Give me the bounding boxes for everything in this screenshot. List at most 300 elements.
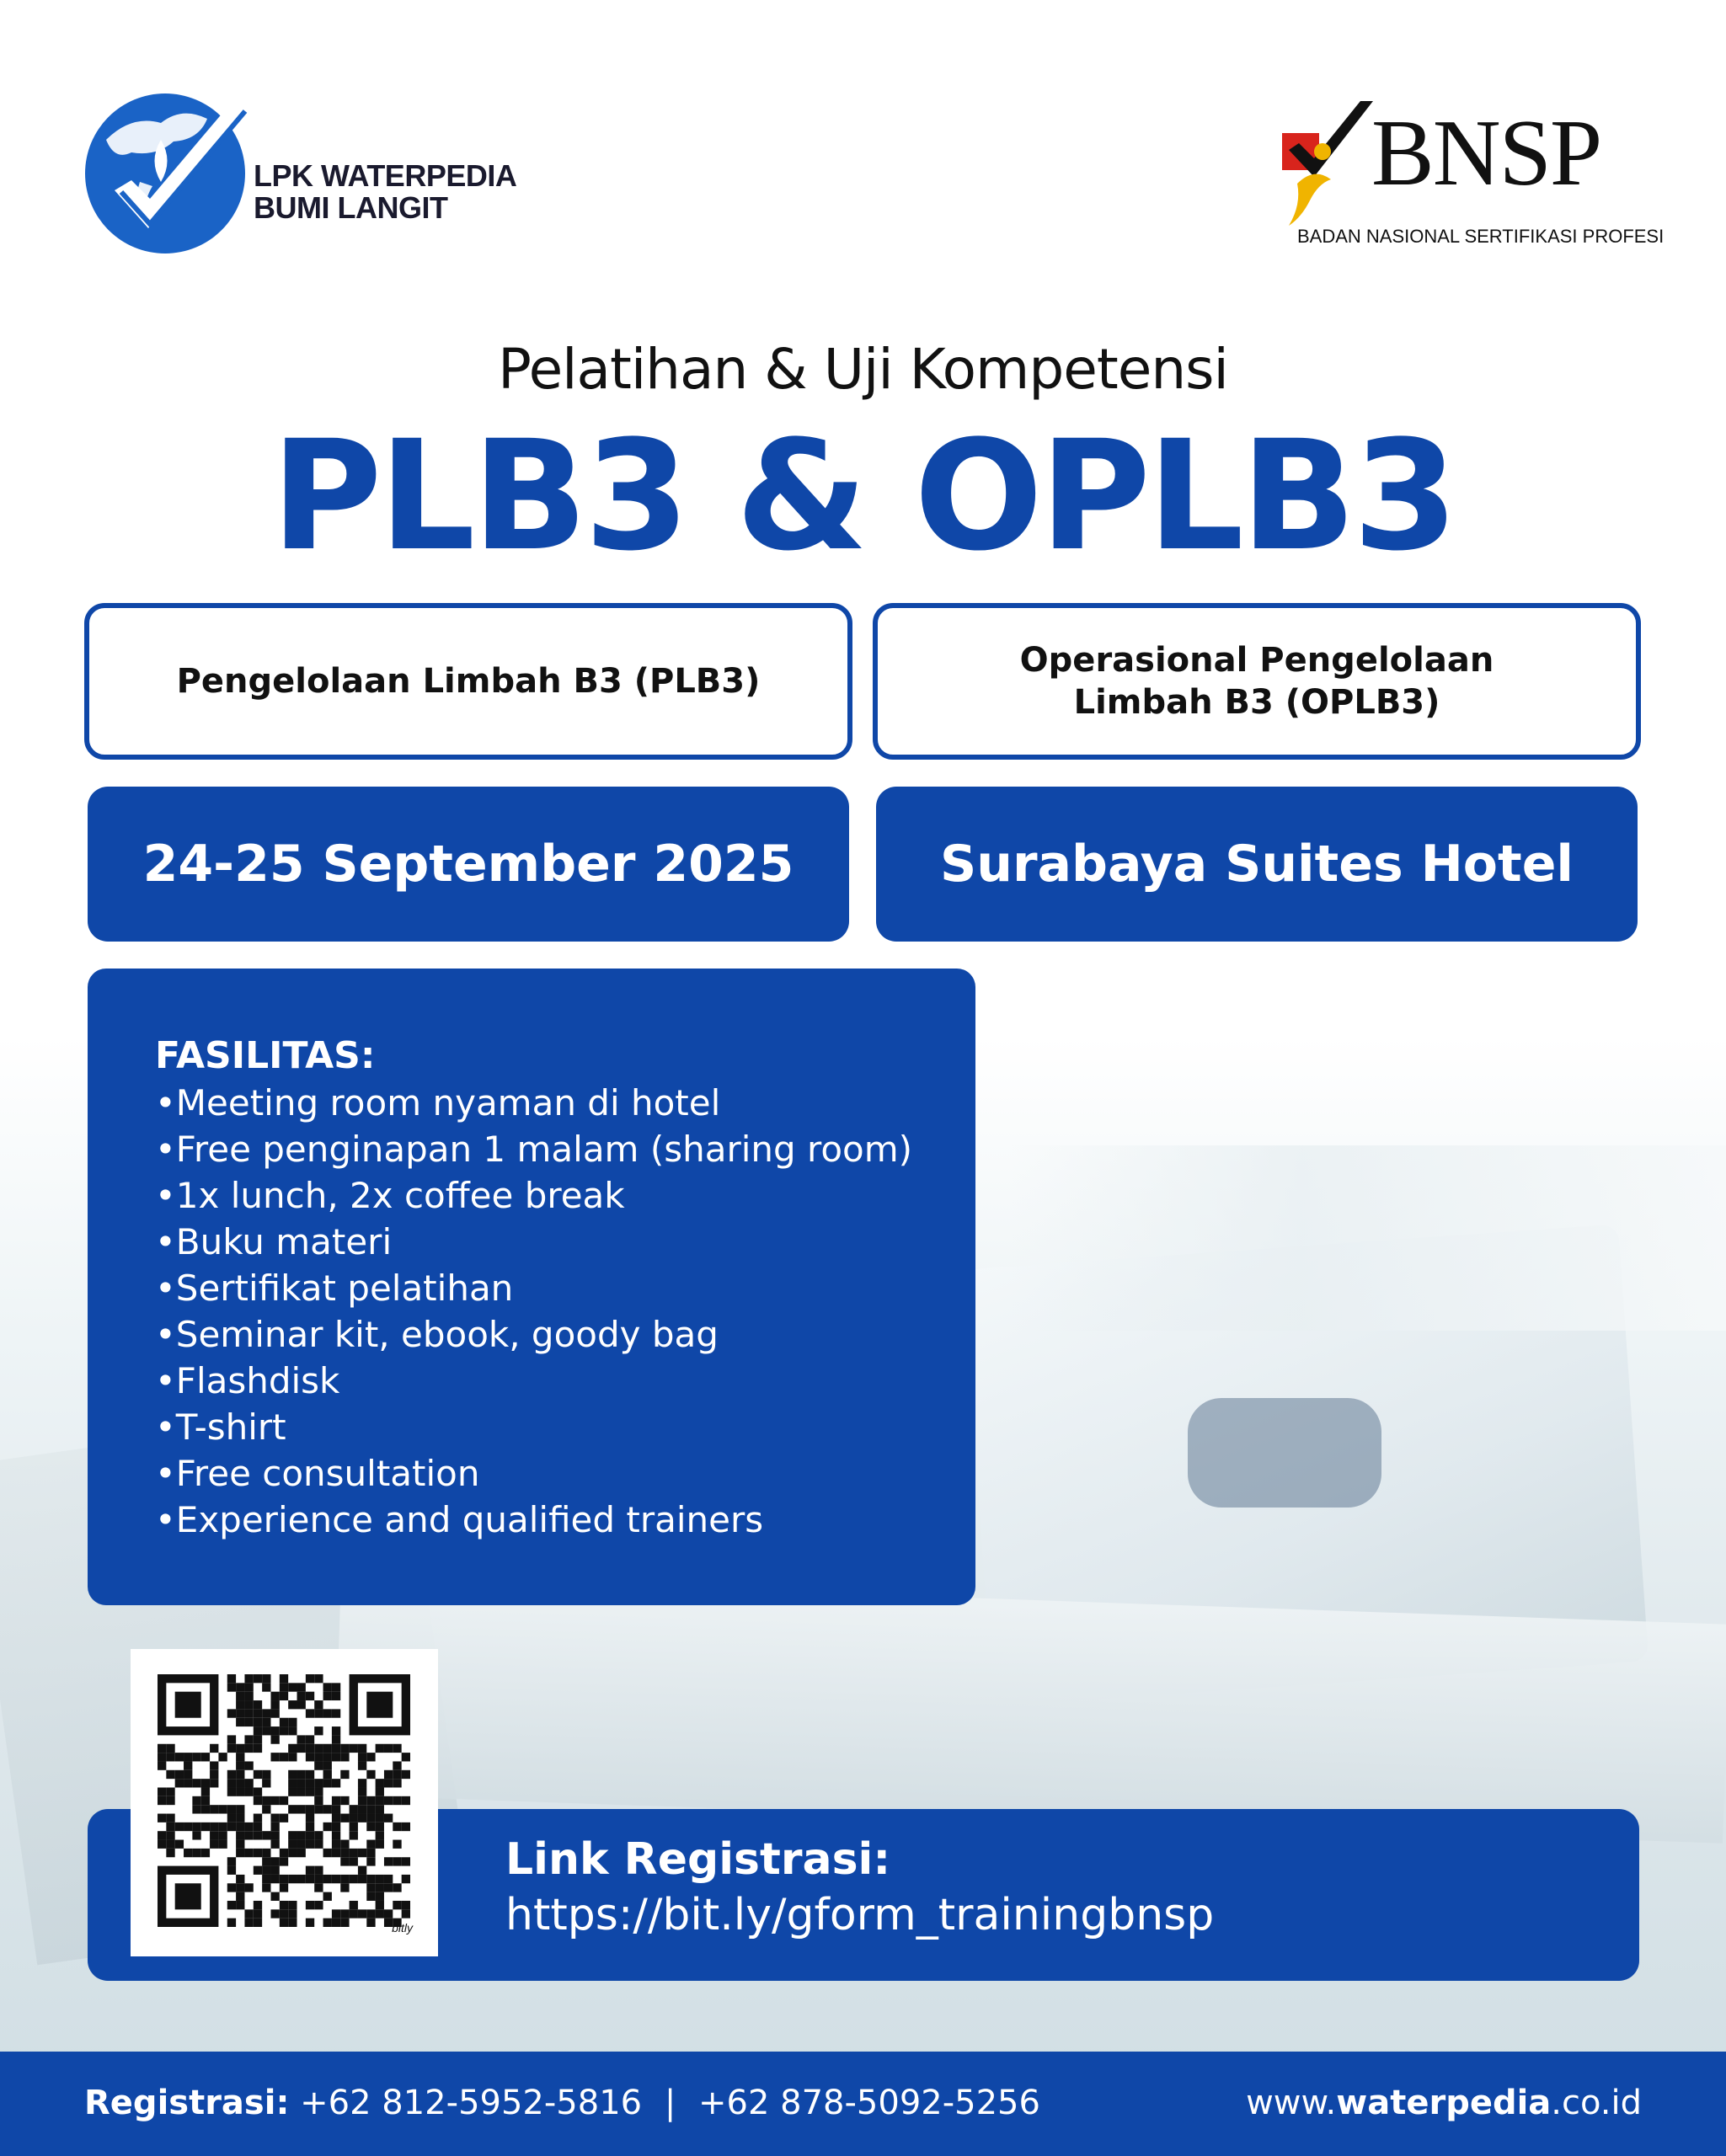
- qr-module: [270, 1822, 279, 1831]
- qr-module: [297, 1692, 306, 1700]
- qr-module: [350, 1857, 358, 1865]
- footer-website-bold: waterpedia: [1336, 2084, 1552, 2122]
- qr-module: [332, 1735, 340, 1743]
- qr-module: [280, 1857, 288, 1865]
- qr-module: [227, 1770, 236, 1779]
- qr-module: [306, 1919, 314, 1927]
- qr-caption: bitly: [392, 1921, 413, 1935]
- qr-module: [384, 1883, 393, 1892]
- qr-module: [270, 1692, 279, 1700]
- qr-module: [288, 1744, 297, 1753]
- qr-module: [314, 1875, 323, 1883]
- bnsp-mark-icon: [1280, 99, 1381, 226]
- qr-module: [306, 1753, 314, 1761]
- qr-module: [227, 1857, 236, 1865]
- qr-module: [366, 1875, 375, 1883]
- qr-module: [175, 1840, 184, 1849]
- qr-module: [254, 1726, 262, 1735]
- qr-module: [402, 1753, 410, 1761]
- qr-module: [166, 1831, 174, 1839]
- qr-module: [175, 1753, 184, 1761]
- qr-module: [192, 1831, 200, 1839]
- qr-module: [340, 1875, 349, 1883]
- qr-module: [254, 1849, 262, 1857]
- qr-module: [280, 1796, 288, 1805]
- qr-module: [244, 1683, 253, 1691]
- footer-phone-2[interactable]: +62 878-5092-5256: [698, 2084, 1040, 2122]
- bnsp-logo: [1280, 99, 1665, 251]
- qr-module: [306, 1787, 314, 1796]
- qr-module: [366, 1892, 375, 1901]
- qr-module: [340, 1814, 349, 1822]
- qr-module: [332, 1875, 340, 1883]
- qr-module: [340, 1849, 349, 1857]
- qr-module: [358, 1744, 366, 1753]
- qr-module: [340, 1796, 349, 1805]
- qr-module: [288, 1875, 297, 1883]
- qr-module: [166, 1753, 174, 1761]
- registration-label: Link Registrasi:: [505, 1834, 891, 1885]
- qr-module: [332, 1849, 340, 1857]
- qr-module: [262, 1805, 270, 1813]
- qr-module: [288, 1779, 297, 1787]
- qr-module: [366, 1909, 375, 1918]
- qr-module: [288, 1718, 297, 1726]
- qr-module: [350, 1909, 358, 1918]
- qr-module: [166, 1822, 174, 1831]
- qr-module: [280, 1726, 288, 1735]
- qr-module: [262, 1875, 270, 1883]
- qr-module: [332, 1909, 340, 1918]
- facility-item: • Free consultation: [155, 1450, 975, 1497]
- qr-module: [323, 1770, 332, 1779]
- qr-module: [280, 1875, 288, 1883]
- qr-module: [350, 1805, 358, 1813]
- qr-module: [236, 1744, 244, 1753]
- qr-module: [306, 1822, 314, 1831]
- qr-module: [402, 1901, 410, 1909]
- qr-module: [358, 1909, 366, 1918]
- qr-module: [297, 1849, 306, 1857]
- qr-module: [393, 1770, 401, 1779]
- qr-module: [306, 1875, 314, 1883]
- qr-module: [236, 1901, 244, 1909]
- qr-module: [254, 1796, 262, 1805]
- qr-module: [340, 1909, 349, 1918]
- qr-module: [288, 1901, 297, 1909]
- qr-module: [270, 1814, 279, 1822]
- qr-module: [244, 1700, 253, 1709]
- qr-module: [280, 1683, 288, 1691]
- qr-module: [262, 1779, 270, 1787]
- qr-module: [244, 1744, 253, 1753]
- qr-module: [306, 1831, 314, 1839]
- qr-module: [297, 1744, 306, 1753]
- qr-module: [236, 1787, 244, 1796]
- qr-module: [227, 1683, 236, 1691]
- qr-module: [288, 1840, 297, 1849]
- qr-module: [254, 1770, 262, 1779]
- qr-module: [358, 1849, 366, 1857]
- qr-module: [288, 1683, 297, 1691]
- qr-module: [262, 1683, 270, 1691]
- qr-module: [323, 1892, 332, 1901]
- qr-module: [270, 1892, 279, 1901]
- qr-module: [376, 1840, 384, 1849]
- qr-module: [306, 1692, 314, 1700]
- qr-module: [323, 1692, 332, 1700]
- qr-module: [227, 1735, 236, 1743]
- qr-module: [314, 1866, 323, 1875]
- qr-module: [323, 1683, 332, 1691]
- qr-module: [210, 1822, 218, 1831]
- qr-module: [280, 1674, 288, 1683]
- qr-module: [270, 1857, 279, 1865]
- qr-module: [218, 1831, 227, 1839]
- qr-module: [297, 1787, 306, 1796]
- qr-module: [192, 1849, 200, 1857]
- qr-module: [254, 1822, 262, 1831]
- qr-module: [332, 1822, 340, 1831]
- footer-website-prefix: www.: [1246, 2084, 1337, 2122]
- qr-module: [227, 1805, 236, 1813]
- qr-module: [236, 1814, 244, 1822]
- qr-module: [358, 1805, 366, 1813]
- qr-code-icon: [158, 1674, 410, 1927]
- qr-module: [280, 1909, 288, 1918]
- qr-module: [254, 1901, 262, 1909]
- qr-module: [210, 1805, 218, 1813]
- qr-module: [262, 1709, 270, 1717]
- qr-module: [402, 1909, 410, 1918]
- qr-module: [314, 1883, 323, 1892]
- qr-module: [376, 1796, 384, 1805]
- qr-module: [254, 1735, 262, 1743]
- facility-item: • T-shirt: [155, 1404, 975, 1450]
- qr-module: [270, 1840, 279, 1849]
- qr-module: [218, 1805, 227, 1813]
- qr-module: [158, 1761, 166, 1769]
- qr-module: [323, 1805, 332, 1813]
- qr-module: [358, 1787, 366, 1796]
- qr-module: [236, 1683, 244, 1691]
- qr-module: [332, 1683, 340, 1691]
- qr-module: [332, 1840, 340, 1849]
- qr-module: [184, 1779, 192, 1787]
- qr-module: [376, 1831, 384, 1839]
- qr-module: [270, 1909, 279, 1918]
- qr-module: [366, 1753, 375, 1761]
- facility-item: • Seminar kit, ebook, goody bag: [155, 1311, 975, 1358]
- qr-module: [314, 1901, 323, 1909]
- qr-module: [393, 1744, 401, 1753]
- qr-module: [218, 1822, 227, 1831]
- qr-module: [350, 1822, 358, 1831]
- qr-module: [376, 1787, 384, 1796]
- qr-module: [166, 1770, 174, 1779]
- qr-module: [270, 1700, 279, 1709]
- qr-module: [314, 1779, 323, 1787]
- qr-module: [384, 1770, 393, 1779]
- qr-module: [288, 1919, 297, 1927]
- qr-module: [393, 1779, 401, 1787]
- qr-module: [184, 1770, 192, 1779]
- qr-module: [262, 1831, 270, 1839]
- qr-module: [366, 1919, 375, 1927]
- qr-module: [366, 1805, 375, 1813]
- qr-module: [393, 1822, 401, 1831]
- qr-module: [244, 1849, 253, 1857]
- qr-module: [340, 1857, 349, 1865]
- qr-module: [270, 1735, 279, 1743]
- qr-module: [332, 1726, 340, 1735]
- qr-module: [254, 1744, 262, 1753]
- qr-module: [350, 1814, 358, 1822]
- qr-module: [358, 1753, 366, 1761]
- qr-module: [158, 1840, 166, 1849]
- qr-module: [280, 1692, 288, 1700]
- qr-module: [288, 1909, 297, 1918]
- qr-module: [244, 1718, 253, 1726]
- qr-module: [323, 1822, 332, 1831]
- qr-module: [210, 1761, 218, 1769]
- qr-module: [192, 1779, 200, 1787]
- qr-module: [280, 1901, 288, 1909]
- qr-module: [402, 1796, 410, 1805]
- qr-module: [210, 1831, 218, 1839]
- qr-module: [358, 1779, 366, 1787]
- footer-contact: [84, 2084, 1040, 2122]
- qr-module: [393, 1761, 401, 1769]
- event-date: 24-25 September 2025: [88, 787, 849, 942]
- qr-module: [314, 1805, 323, 1813]
- qr-module: [184, 1849, 192, 1857]
- qr-module: [402, 1770, 410, 1779]
- qr-module: [288, 1700, 297, 1709]
- qr-module: [227, 1866, 236, 1875]
- footer-website-suffix: .co.id: [1551, 2084, 1642, 2122]
- qr-module: [201, 1779, 210, 1787]
- qr-module: [244, 1761, 253, 1769]
- qr-module: [297, 1779, 306, 1787]
- qr-module: [201, 1822, 210, 1831]
- qr-module: [288, 1831, 297, 1839]
- qr-module: [332, 1796, 340, 1805]
- lpk-logo-line2: BUMI LANGIT: [254, 190, 448, 225]
- qr-module: [332, 1919, 340, 1927]
- qr-module: [262, 1883, 270, 1892]
- qr-module: [270, 1831, 279, 1839]
- qr-module: [166, 1787, 174, 1796]
- qr-module: [236, 1849, 244, 1857]
- qr-module: [306, 1709, 314, 1717]
- qr-module: [236, 1692, 244, 1700]
- qr-module: [314, 1787, 323, 1796]
- qr-module: [262, 1718, 270, 1726]
- qr-module: [366, 1883, 375, 1892]
- qr-module: [340, 1770, 349, 1779]
- footer-website[interactable]: [1246, 2084, 1642, 2122]
- qr-module: [297, 1735, 306, 1743]
- qr-module: [366, 1770, 375, 1779]
- qr-module: [384, 1744, 393, 1753]
- qr-module: [201, 1753, 210, 1761]
- qr-module: [306, 1866, 314, 1875]
- qr-module: [254, 1674, 262, 1683]
- qr-module: [314, 1700, 323, 1709]
- facilities-list: [155, 1080, 975, 1543]
- qr-module: [236, 1805, 244, 1813]
- qr-module: [366, 1692, 393, 1718]
- qr-module: [288, 1753, 297, 1761]
- qr-module: [384, 1857, 393, 1865]
- qr-module: [376, 1883, 384, 1892]
- qr-module: [218, 1840, 227, 1849]
- qr-module: [210, 1770, 218, 1779]
- qr-module: [306, 1901, 314, 1909]
- qr-module: [306, 1840, 314, 1849]
- footer-separator: |: [664, 2084, 676, 2122]
- qr-module: [332, 1779, 340, 1787]
- qr-module: [340, 1883, 349, 1892]
- program-oplb3-card: [873, 603, 1641, 760]
- qr-module: [254, 1787, 262, 1796]
- qr-module: [332, 1692, 340, 1700]
- qr-module: [201, 1805, 210, 1813]
- qr-module: [244, 1919, 253, 1927]
- lpk-logo-line1: LPK WATERPEDIA: [254, 158, 517, 193]
- qr-module: [158, 1814, 166, 1822]
- facility-item: • Flashdisk: [155, 1358, 975, 1404]
- qr-module: [158, 1787, 166, 1796]
- qr-module: [254, 1709, 262, 1717]
- qr-module: [393, 1857, 401, 1865]
- qr-module: [262, 1674, 270, 1683]
- registration-link[interactable]: https://bit.ly/gform_trainingbnsp: [505, 1890, 1215, 1940]
- facility-item: • Experience and qualified trainers: [155, 1497, 975, 1543]
- qr-module: [358, 1866, 366, 1875]
- qr-module: [384, 1796, 393, 1805]
- qr-module: [236, 1709, 244, 1717]
- qr-module: [366, 1814, 375, 1822]
- qr-module: [332, 1753, 340, 1761]
- qr-module: [376, 1779, 384, 1787]
- qr-module: [384, 1779, 393, 1787]
- bnsp-wordmark: BNSP: [1371, 101, 1601, 205]
- background-shape: [1188, 1398, 1381, 1508]
- qr-module: [297, 1683, 306, 1691]
- qr-module: [402, 1857, 410, 1865]
- qr-module: [306, 1674, 314, 1683]
- qr-module: [166, 1796, 174, 1805]
- qr-module: [201, 1796, 210, 1805]
- qr-module: [244, 1831, 253, 1839]
- qr-module: [376, 1744, 384, 1753]
- qr-module: [366, 1796, 375, 1805]
- qr-module: [376, 1909, 384, 1918]
- qr-module: [384, 1875, 393, 1883]
- footer-phone-1[interactable]: +62 812-5952-5816: [300, 2084, 643, 2122]
- qr-module: [244, 1735, 253, 1743]
- qr-module: [244, 1692, 253, 1700]
- qr-module: [306, 1735, 314, 1743]
- qr-module: [323, 1709, 332, 1717]
- qr-module: [376, 1814, 384, 1822]
- qr-module: [210, 1840, 218, 1849]
- qr-module: [244, 1674, 253, 1683]
- qr-module: [175, 1822, 184, 1831]
- facility-item: • Buku materi: [155, 1219, 975, 1265]
- qr-module: [262, 1857, 270, 1865]
- qr-module: [254, 1919, 262, 1927]
- qr-module: [306, 1770, 314, 1779]
- qr-module: [340, 1919, 349, 1927]
- qr-module: [227, 1787, 236, 1796]
- qr-module: [402, 1822, 410, 1831]
- qr-module: [254, 1718, 262, 1726]
- qr-module: [376, 1822, 384, 1831]
- qr-module: [393, 1796, 401, 1805]
- qr-module: [366, 1840, 375, 1849]
- qr-module: [297, 1700, 306, 1709]
- qr-module: [297, 1770, 306, 1779]
- qr-module: [175, 1770, 184, 1779]
- qr-module: [323, 1753, 332, 1761]
- qr-module: [314, 1753, 323, 1761]
- qr-module: [323, 1779, 332, 1787]
- qr-module: [192, 1796, 200, 1805]
- qr-module: [227, 1883, 236, 1892]
- qr-module: [262, 1770, 270, 1779]
- qr-module: [376, 1875, 384, 1883]
- qr-module: [166, 1744, 174, 1753]
- qr-module: [297, 1840, 306, 1849]
- qr-module: [323, 1761, 332, 1769]
- qr-module: [314, 1726, 323, 1735]
- qr-module: [166, 1814, 174, 1822]
- qr-module: [270, 1753, 279, 1761]
- qr-module: [270, 1866, 279, 1875]
- qr-module: [201, 1849, 210, 1857]
- qr-module: [210, 1779, 218, 1787]
- qr-module: [262, 1866, 270, 1875]
- qr-module: [323, 1849, 332, 1857]
- qr-module: [184, 1753, 192, 1761]
- qr-module: [306, 1814, 314, 1822]
- qr-module: [227, 1709, 236, 1717]
- qr-module: [358, 1796, 366, 1805]
- qr-module: [262, 1726, 270, 1735]
- qr-module: [297, 1831, 306, 1839]
- qr-module: [314, 1840, 323, 1849]
- qr-module: [288, 1726, 297, 1735]
- qr-module: [280, 1814, 288, 1822]
- qr-module: [166, 1849, 174, 1857]
- qr-module: [340, 1744, 349, 1753]
- qr-module: [384, 1909, 393, 1918]
- qr-module: [314, 1744, 323, 1753]
- qr-module: [280, 1753, 288, 1761]
- registration-qr-code[interactable]: [131, 1649, 438, 1956]
- qr-module: [280, 1849, 288, 1857]
- qr-module: [314, 1831, 323, 1839]
- qr-module: [236, 1718, 244, 1726]
- qr-module: [270, 1875, 279, 1883]
- qr-module: [166, 1840, 174, 1849]
- qr-module: [280, 1919, 288, 1927]
- qr-module: [314, 1674, 323, 1683]
- qr-module: [192, 1822, 200, 1831]
